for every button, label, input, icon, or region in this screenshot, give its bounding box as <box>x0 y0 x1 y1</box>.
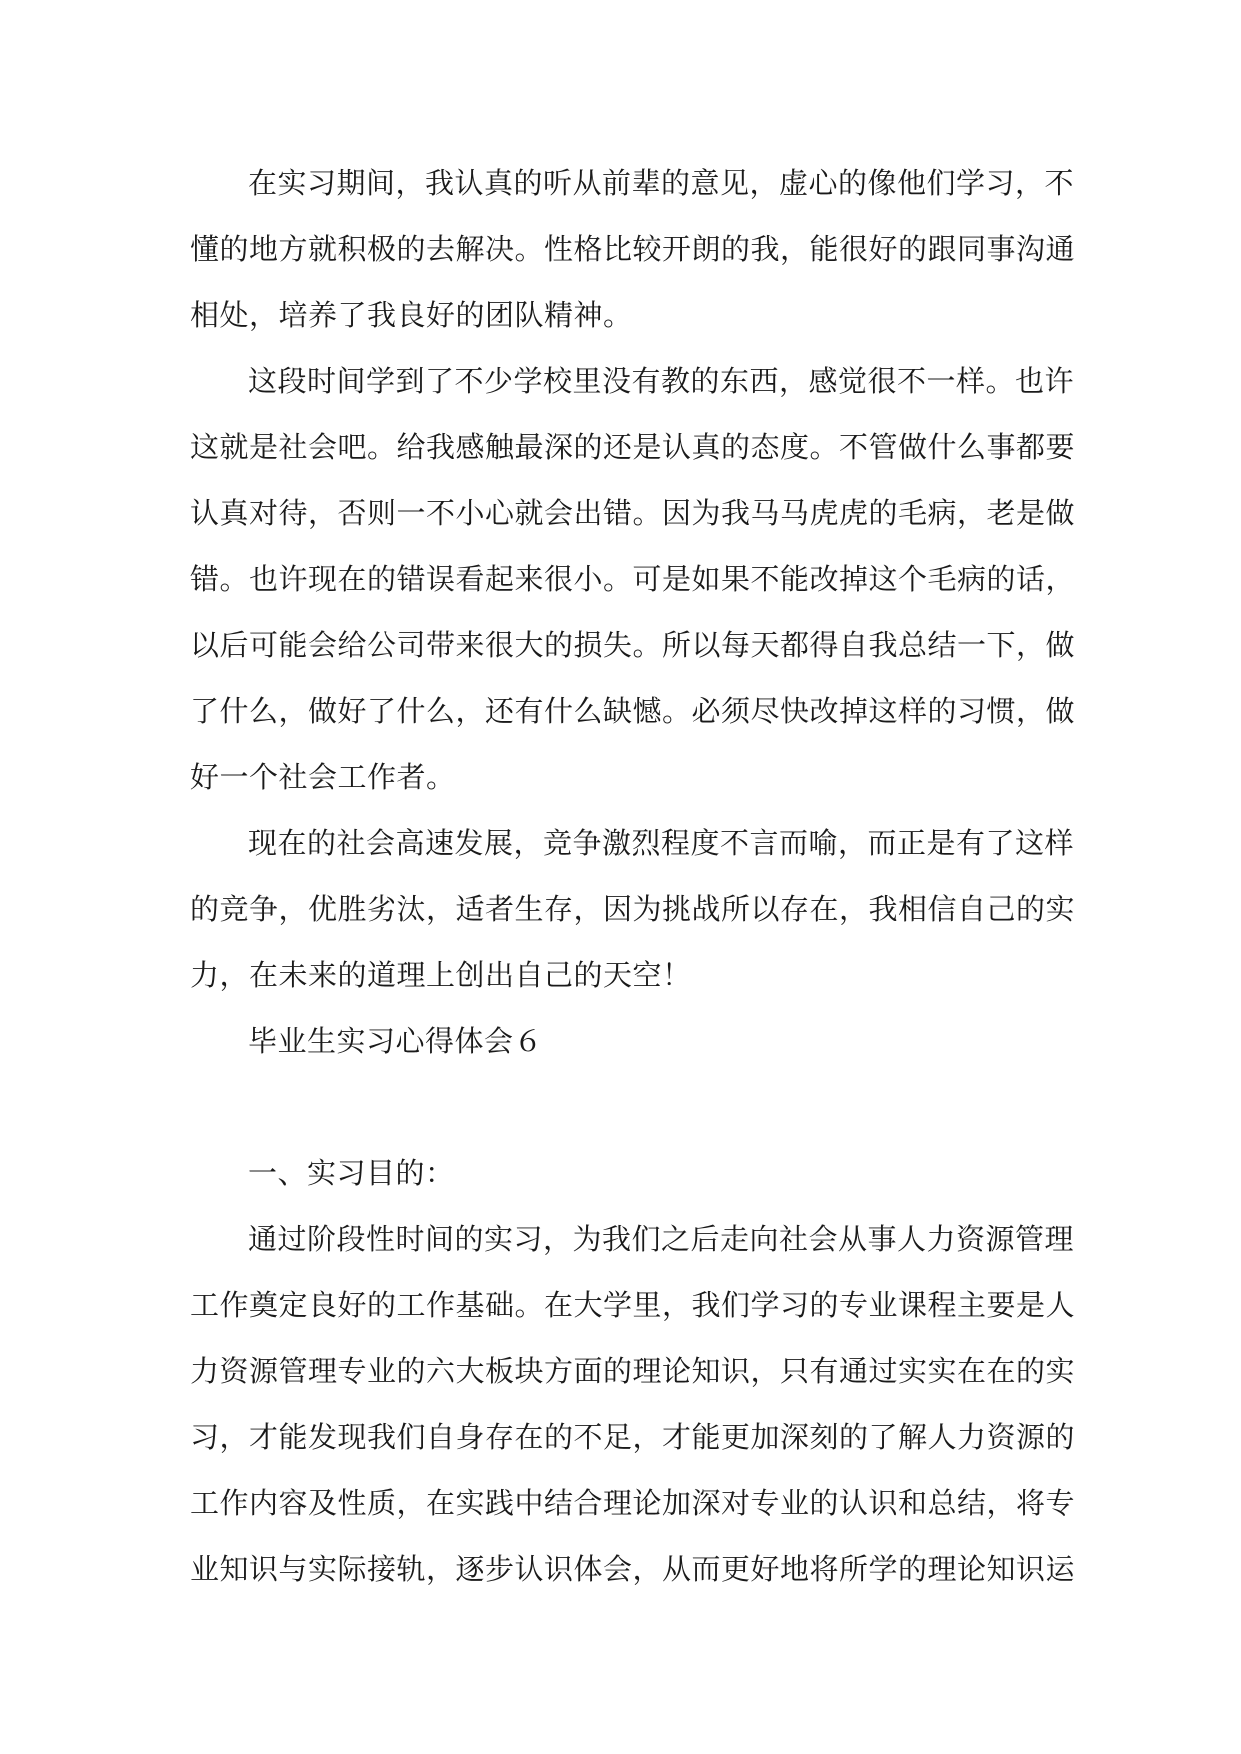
text-line: 业知识与实际接轨，逐步认识体会，从而更好地将所学的理论知识运 <box>190 1552 1076 1586</box>
text-line: 工作奠定良好的工作基础。在大学里，我们学习的专业课程主要是人 <box>190 1288 1076 1322</box>
text-line: 了什么，做好了什么，还有什么缺憾。必须尽快改掉这样的习惯，做 <box>190 694 1076 728</box>
text-line: 工作内容及性质，在实践中结合理论加深对专业的认识和总结，将专 <box>190 1486 1076 1520</box>
section-title: 毕业生实习心得体会６ <box>248 1024 544 1058</box>
text-line: 力资源管理专业的六大板块方面的理论知识，只有通过实实在在的实 <box>190 1354 1076 1388</box>
text-line: 错。也许现在的错误看起来很小。可是如果不能改掉这个毛病的话， <box>190 562 1076 596</box>
text-line: 力，在未来的道理上创出自己的天空！ <box>190 958 692 992</box>
text-line: 通过阶段性时间的实习，为我们之后走向社会从事人力资源管理 <box>248 1222 1075 1256</box>
text-line: 以后可能会给公司带来很大的损失。所以每天都得自我总结一下，做 <box>190 628 1076 662</box>
text-line: 相处，培养了我良好的团队精神。 <box>190 298 633 332</box>
text-line: 在实习期间，我认真的听从前辈的意见，虚心的像他们学习，不 <box>248 166 1075 200</box>
text-line: 现在的社会高速发展，竞争激烈程度不言而喻，而正是有了这样 <box>248 826 1075 860</box>
text-line: 习，才能发现我们自身存在的不足，才能更加深刻的了解人力资源的 <box>190 1420 1076 1454</box>
section-heading: 一、实习目的： <box>248 1156 455 1190</box>
text-line: 的竞争，优胜劣汰，适者生存，因为挑战所以存在，我相信自己的实 <box>190 892 1076 926</box>
text-line: 懂的地方就积极的去解决。性格比较开朗的我，能很好的跟同事沟通 <box>190 232 1076 266</box>
text-line: 这就是社会吧。给我感触最深的还是认真的态度。不管做什么事都要 <box>190 430 1076 464</box>
text-line: 认真对待，否则一不小心就会出错。因为我马马虎虎的毛病，老是做 <box>190 496 1076 530</box>
text-line: 这段时间学到了不少学校里没有教的东西，感觉很不一样。也许 <box>248 364 1075 398</box>
text-line: 好一个社会工作者。 <box>190 760 456 794</box>
